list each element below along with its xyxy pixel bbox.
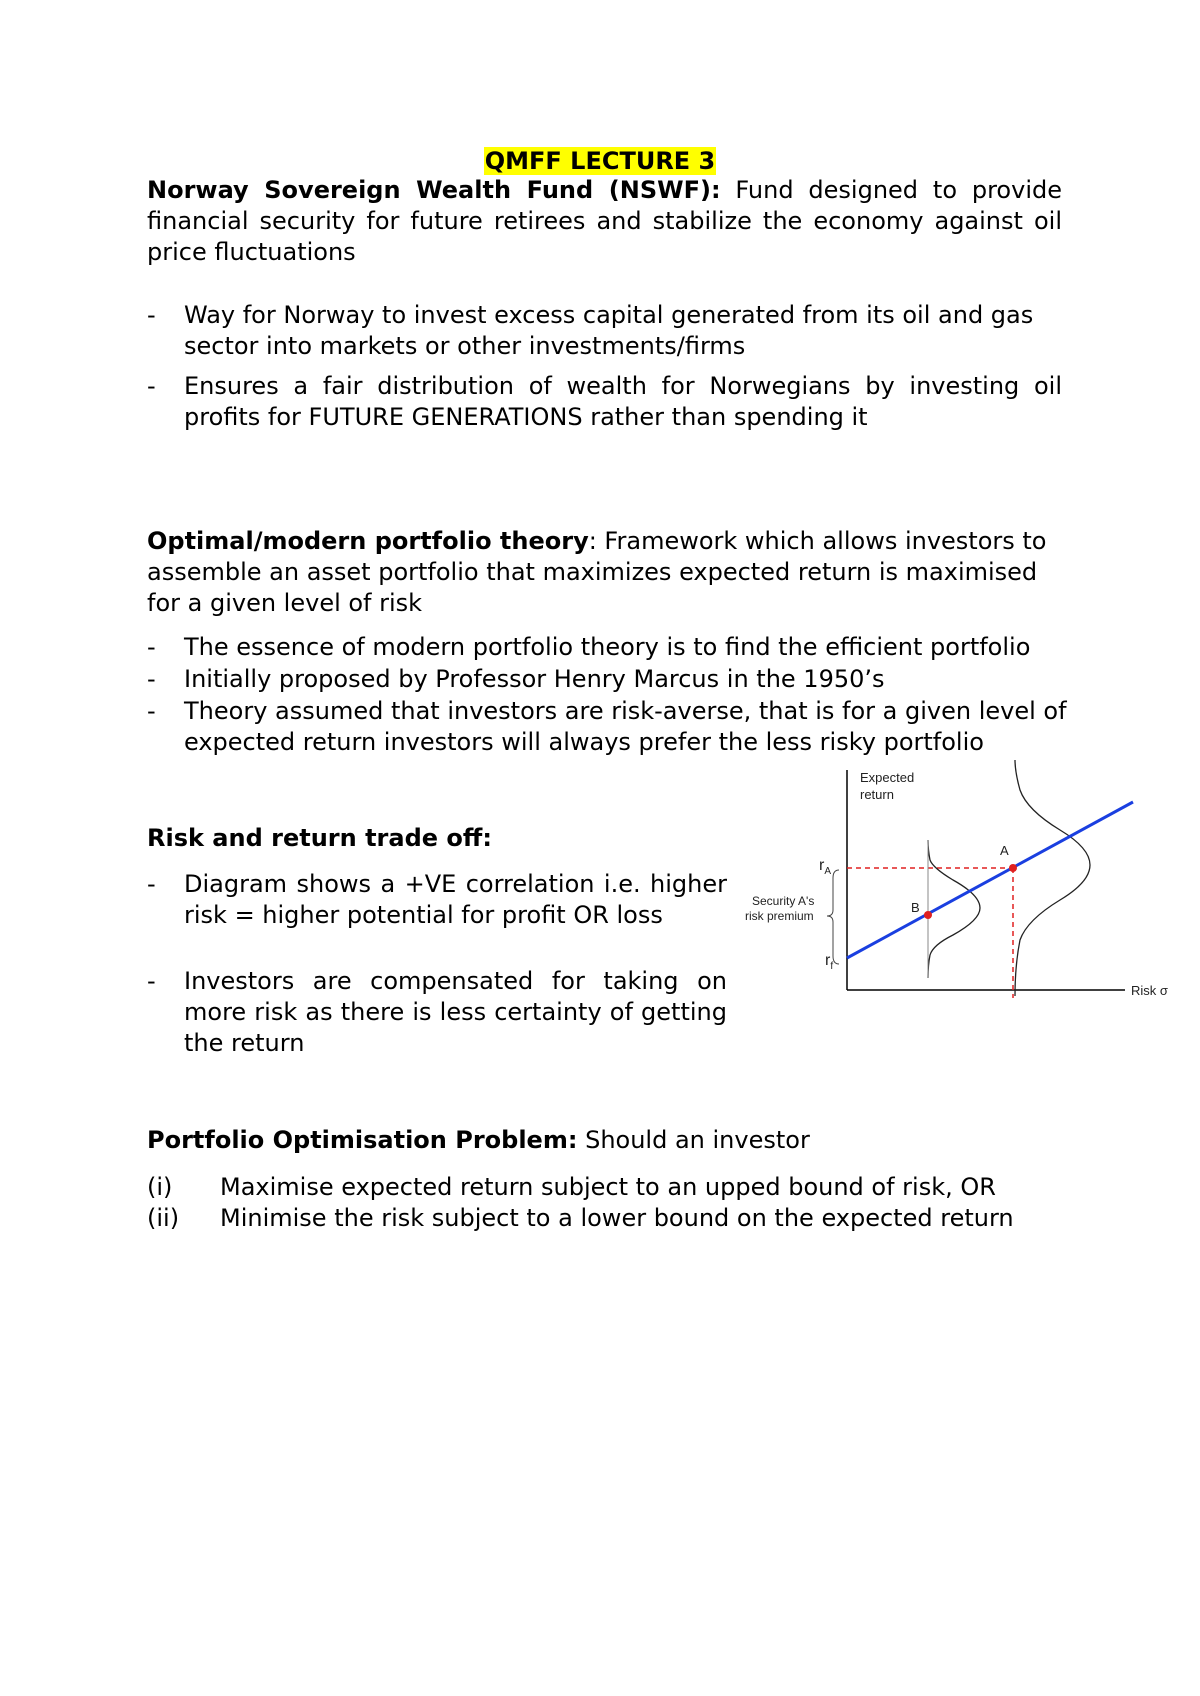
mpt-bullet-1-text: The essence of modern portfolio theory is to find the efficient portfolio [184,633,1031,661]
page-title [0,145,1200,177]
title-highlight: QMFF LECTURE 3 [484,147,716,175]
premium-label-1: Security A's [752,894,815,908]
r-a-label [819,857,831,877]
item-text: Maximise expected return subject to an upped bound of risk, OR [220,1173,996,1201]
r-a-subscript: A [824,866,831,877]
y-axis-label-1: Expected [860,770,915,785]
optimisation-term: Portfolio Optimisation Problem: [147,1126,578,1154]
mpt-bullet-2-text: Initially proposed by Professor Henry Marcus in the 1950’s [184,665,885,693]
bullet-dash: - [147,633,156,661]
distribution-a [1015,760,1090,996]
mpt-term: Optimal/modern portfolio theory [147,527,589,555]
premium-label-2: risk premium [745,909,814,923]
bullet-dash: - [147,665,156,693]
point-b [924,911,932,919]
point-a [1009,864,1017,872]
premium-brace [827,870,839,964]
bullet-dash: - [147,301,156,329]
nswf-definition-text: Fund designed to provide financial security for future retirees and stabilize the economy against oil price fluctuations [147,176,1062,266]
y-axis-label-2: return [860,787,894,802]
mpt-definition [147,526,1077,619]
item-text: Minimise the risk subject to a lower bound on the expected return [220,1204,1014,1232]
risk-return-line [847,802,1133,958]
tradeoff-bullet-2-text: Investors are compensated for taking on more risk as there is less certainty of getting the return [184,967,727,1057]
bullet-dash: - [147,372,156,400]
mpt-bullet-3-text: Theory assumed that investors are risk-averse, that is for a given level of expected return investors will always prefer the less risky portfolio [184,697,1067,756]
bullet-dash: - [147,870,156,898]
r-f-subscript: f [830,961,834,972]
optimisation-definition [147,1125,1062,1156]
bullet-dash: - [147,967,156,995]
point-a-label: A [1000,843,1009,858]
nswf-term: Norway Sovereign Wealth Fund (NSWF): [147,176,721,204]
item-number: (i) [147,1173,173,1201]
r-f-letter: r [825,952,831,969]
risk-return-diagram [735,760,1180,1015]
r-a-letter: r [819,857,825,874]
optimisation-definition-text: Should an investor [577,1126,810,1154]
tradeoff-heading: Risk and return trade off: [147,824,492,852]
nswf-definition [147,175,1062,268]
nswf-bullet-2-text: Ensures a fair distribution of wealth for Norwegians by investing oil profits for FUTURE GENERATIONS rather than spending it [184,372,1062,431]
point-b-label: B [911,900,920,915]
bullet-dash: - [147,697,156,725]
item-number: (ii) [147,1204,180,1232]
tradeoff-bullet-1-text: Diagram shows a +VE correlation i.e. higher risk = higher potential for profit OR loss [184,870,727,929]
x-axis-label: Risk σ [1131,983,1168,998]
nswf-bullet-1-text: Way for Norway to invest excess capital generated from its oil and gas sector into markets or other investments/firms [184,301,1034,360]
mpt-definition-text: : Framework which allows investors to assemble an asset portfolio that maximizes expected return is maximised for a given level of risk [147,527,1047,617]
r-f-label [825,952,833,972]
